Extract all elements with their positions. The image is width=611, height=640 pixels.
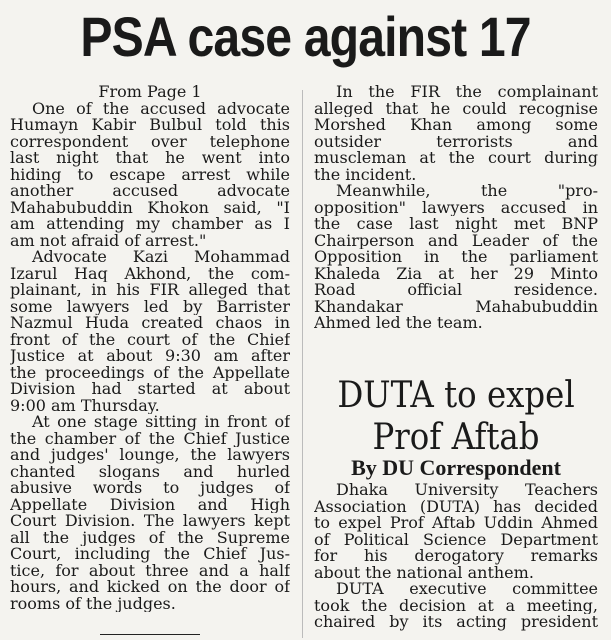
body-line: tice, for about three and a half <box>10 562 290 579</box>
body-line: for his derogatory remarks <box>314 548 598 565</box>
column-divider <box>302 90 303 638</box>
body-line: One of the accused advocate <box>32 100 290 117</box>
body-line: plainant, in his FIR alleged that <box>10 282 290 299</box>
body-line: Appellate Division and High <box>10 496 290 513</box>
body-line: and judges' lounge, the lawyers <box>10 447 290 464</box>
body-line: Khaleda Zia at her 29 Minto <box>314 265 598 282</box>
body-line: Chairperson and Leader of the <box>314 232 598 249</box>
second-story-body <box>314 482 598 631</box>
body-line: Justice at about 9:30 am after <box>10 348 290 365</box>
body-line: the incident. <box>314 166 417 183</box>
body-line: In the FIR the complainant <box>336 84 598 101</box>
body-line: Road official residence. <box>314 282 598 299</box>
body-line: Mahabubuddin Khokon said, "I <box>10 199 290 216</box>
body-line: Court Division. The lawyers kept <box>10 513 290 530</box>
body-line: chanted slogans and hurled <box>10 463 290 480</box>
body-line: hiding to escape arrest while <box>10 166 290 183</box>
body-line: to expel Prof Aftab Uddin Ahmed <box>314 515 598 532</box>
body-line: Morshed Khan among some <box>314 117 598 134</box>
body-line: Nazmul Huda created chaos in <box>10 315 290 332</box>
body-line: the case last night met BNP <box>314 216 598 233</box>
body-line: the proceedings of the Appellate <box>10 364 290 381</box>
body-line: abusive words to judges of <box>10 480 290 497</box>
body-line: Izarul Haq Akhond, the com- <box>10 265 290 282</box>
left-column <box>10 84 290 612</box>
body-line: Ahmed led the team. <box>314 315 483 332</box>
second-story-headline-line2: Prof Aftab <box>372 417 540 458</box>
byline: By DU Correspondent <box>351 455 561 480</box>
body-line: last night that he went into <box>10 150 290 167</box>
body-line: Advocate Kazi Mohammad <box>32 249 290 266</box>
body-line: muscleman at the court during <box>314 150 598 167</box>
body-line: Association (DUTA) has decided <box>314 498 598 515</box>
body-line: am attending my chamber as I <box>10 216 290 233</box>
body-line: hours, and kicked on the door of <box>10 579 290 596</box>
body-line: about the national anthem. <box>314 564 534 581</box>
body-line: all the judges of the Supreme <box>10 529 290 546</box>
body-line: front of the court of the Chief <box>10 331 290 348</box>
body-line: DUTA executive committee <box>336 581 598 598</box>
body-line: took the decision at a meeting, <box>314 597 598 614</box>
second-story-headline-line1: DUTA to expel <box>337 375 575 416</box>
body-line: Meanwhile, the "pro- <box>336 183 598 200</box>
body-line: Dhaka University Teachers <box>336 482 598 499</box>
body-line: Humayn Kabir Bulbul told this <box>10 117 290 134</box>
body-line: am not afraid of arrest." <box>10 232 207 249</box>
body-line: Court, including the Chief Jus- <box>10 546 290 563</box>
body-line: alleged that he could recognise <box>314 100 598 117</box>
body-line: chaired by its acting president <box>314 614 598 631</box>
body-line: Opposition in the parliament <box>314 249 598 266</box>
body-line: another accused advocate <box>10 183 290 200</box>
main-headline: PSA case against 17 <box>80 5 531 68</box>
body-line: At one stage sitting in front of <box>32 414 290 431</box>
body-line: rooms of the judges. <box>10 595 176 612</box>
body-line: some lawyers led by Barrister <box>10 298 290 315</box>
right-column-top <box>314 84 598 332</box>
body-line: Division had started at about <box>10 381 290 398</box>
end-rule <box>100 634 200 635</box>
body-line: outsider terrorists and <box>314 133 598 150</box>
body-line: Khandakar Mahabubuddin <box>314 298 598 315</box>
body-line: correspondent over telephone <box>10 133 290 150</box>
body-line: the chamber of the Chief Justice <box>10 430 290 447</box>
continuation-note: From Page 1 <box>98 84 202 101</box>
body-line: 9:00 am Thursday. <box>10 397 160 414</box>
body-line: opposition" lawyers accused in <box>314 199 598 216</box>
body-line: of Political Science Department <box>314 531 598 548</box>
